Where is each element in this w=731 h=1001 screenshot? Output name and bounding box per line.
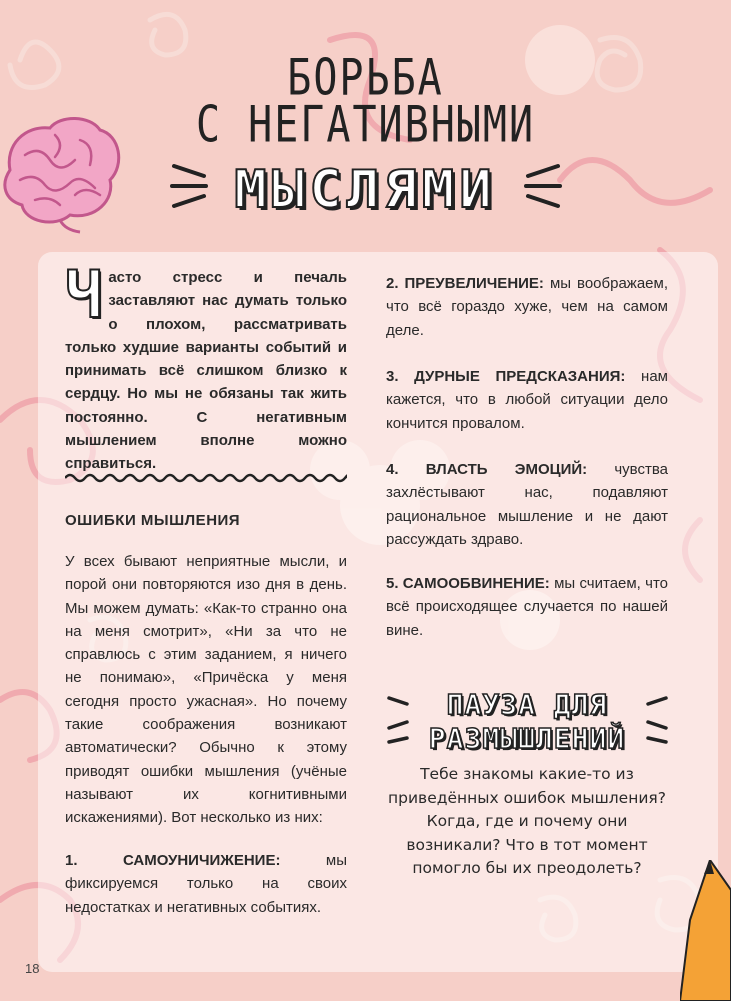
title-line-3: МЫСЛЯМИ	[234, 159, 497, 220]
list-item	[386, 365, 668, 435]
item-text: мы считаем, что всё происходящее случается по нашей вине.	[386, 575, 668, 639]
item-text: мы фиксируемся только на своих недостатках и негативных событиях.	[65, 852, 347, 916]
list-item	[386, 458, 668, 551]
item-title: 2. ПРЕУВЕЛИЧЕНИЕ:	[386, 275, 544, 292]
item-title: 3. ДУРНЫЕ ПРЕДСКАЗАНИЯ:	[386, 368, 626, 385]
item-text: нам кажется, что в любой ситуации дело кончится провалом.	[386, 368, 668, 432]
pause-title-line-1: ПАУЗА ДЛЯ	[446, 688, 608, 721]
intro-paragraph	[65, 259, 347, 476]
reflection-question: Тебе знакомы какие-то из приведённых ошибок мышления? Когда, где и почему они возникали? Что в тот момент помогло бы их преодолеть?	[388, 765, 666, 877]
item-title: 5. САМООБВИНЕНИЕ:	[386, 575, 550, 592]
title-burst-right-icon	[522, 160, 562, 210]
pencil-illustration	[680, 860, 731, 1001]
item-text: чувства захлёстывают нас, подавляют рациональное мышление и не дают рассуждать здраво.	[386, 461, 668, 548]
title-burst-left-icon	[170, 160, 210, 210]
section-body: У всех бывают неприятные мысли, и порой они повторяются изо дня в день. Мы можем думать: «Как-то странно она на меня смотрит», «Ни за что не справлюсь с этим заданием, я ничего не понимаю», «Причёска у меня сегодня просто ужасная». Но почему такие соображения возникают автоматически? Обычно к этому приводят ошибки мышления (учёные называют их когнитивными искажениями). Вот несколько из них:	[65, 553, 347, 827]
list-item	[65, 849, 347, 919]
drop-cap: Ч	[65, 259, 103, 332]
intro-text: асто стресс и печаль заставляют нас думать только о плохом, рассматривать только худшие варианты событий и принимать всё слишком близко к сердцу. Но мы не обязаны так жить постоянно. С негативным мышлением вполне можно справиться.	[65, 269, 347, 473]
item-text: мы воображаем, что всё гораздо хуже, чем на самом деле.	[386, 275, 668, 339]
pause-burst-right-icon	[644, 692, 670, 748]
pause-title-line-2: РАЗМЫШЛЕНИЙ	[428, 722, 626, 755]
list-item	[386, 272, 668, 342]
page-number: 18	[25, 961, 40, 976]
title-line-2: С НЕГАТИВНЫМИ	[195, 96, 536, 154]
section-title: ОШИБКИ МЫШЛЕНИЯ	[65, 512, 241, 529]
wavy-divider	[65, 472, 347, 484]
list-item	[386, 572, 668, 642]
title-line-1: БОРЬБА	[287, 49, 444, 107]
item-title: 4. ВЛАСТЬ ЭМОЦИЙ:	[386, 461, 588, 478]
pause-burst-left-icon	[385, 692, 411, 748]
item-title: 1. САМОУНИЧИЖЕНИЕ:	[65, 852, 281, 869]
